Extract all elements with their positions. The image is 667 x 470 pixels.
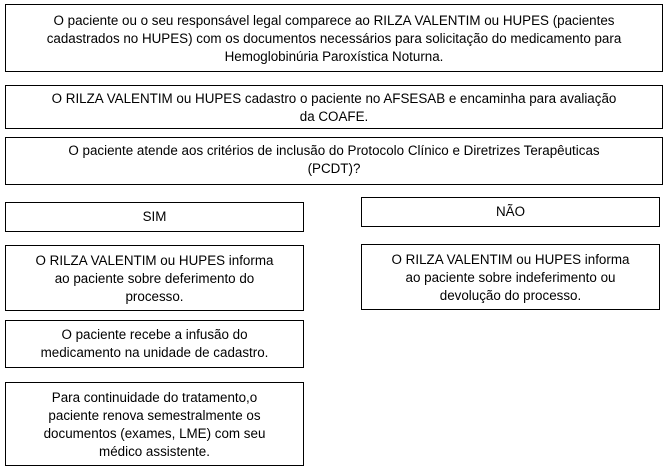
answer-no-box: NÃO [361,197,660,227]
rejection-info-box: O RILZA VALENTIM ou HUPES informa ao paciente sobre indeferimento ou devolução do processo. [361,244,660,310]
infusion-box: O paciente recebe a infusão do medicamento na unidade de cadastro. [5,320,304,368]
step-registration-box: O RILZA VALENTIM ou HUPES cadastro o paciente no AFSESAB e encaminha para avaliação da COAFE. [5,85,663,129]
decision-pcdt-box: O paciente atende aos critérios de inclusão do Protocolo Clínico e Diretrizes Terapêuticas (PCDT)? [5,137,663,185]
step-attendance-box: O paciente ou o seu responsável legal comparece ao RILZA VALENTIM ou HUPES (pacientes cadastrados no HUPES) com os documentos necessários para solicitação do medicamento para Hemoglobinúria Paroxística Noturna. [5,4,663,72]
answer-yes-box: SIM [5,202,304,232]
approval-info-box: O RILZA VALENTIM ou HUPES informa ao paciente sobre deferimento do processo. [5,245,304,311]
treatment-continuity-box: Para continuidade do tratamento,o paciente renova semestralmente os documentos (exames, LME) com seu médico assistente. [5,382,304,466]
